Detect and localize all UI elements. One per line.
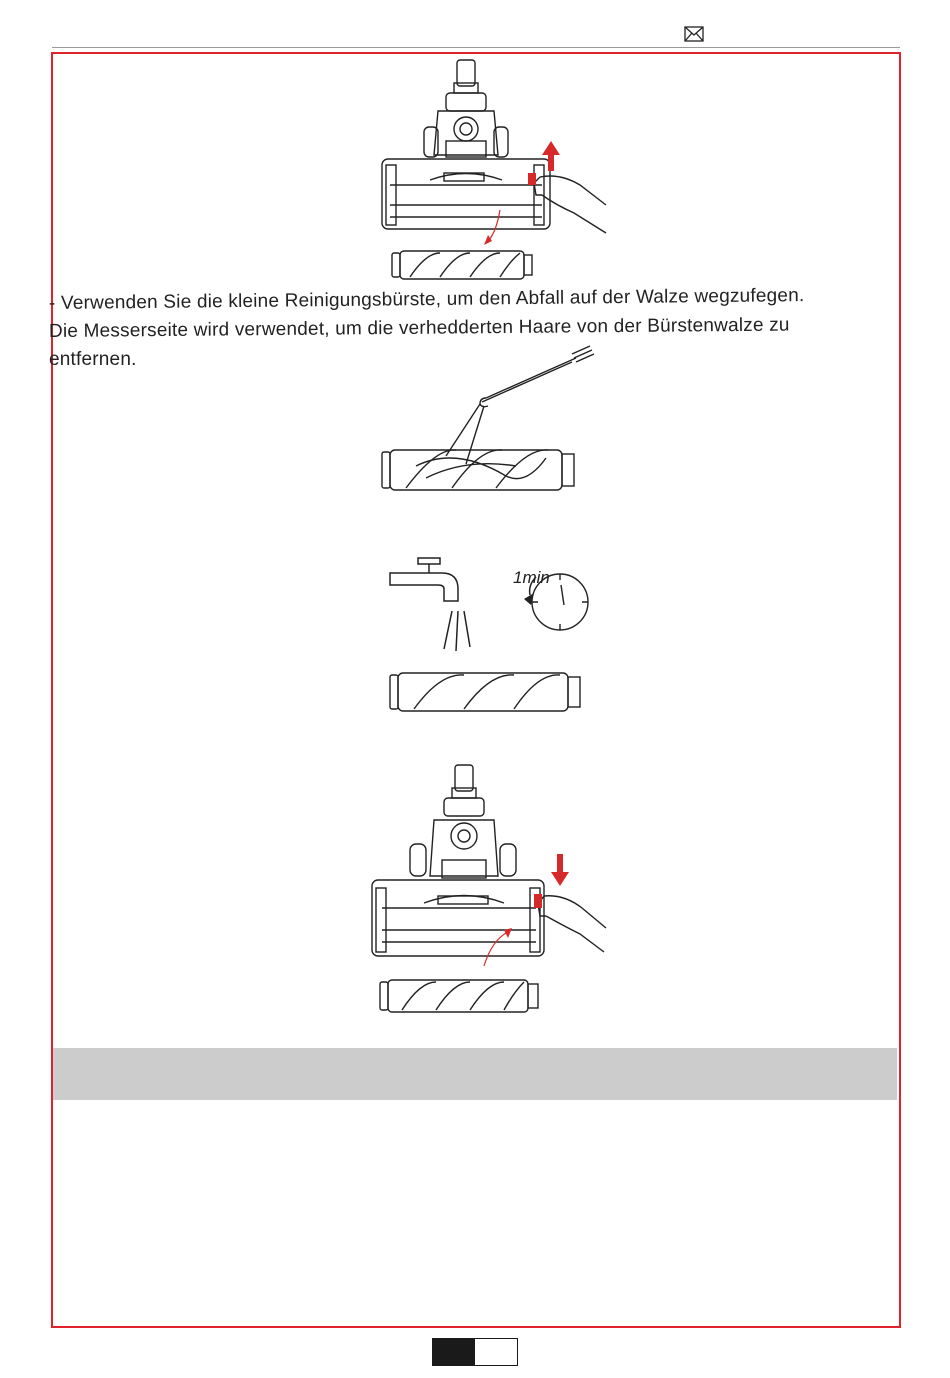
instruction-line: entfernen. — [49, 349, 137, 370]
mail-icon — [684, 26, 704, 42]
page-marker-light — [475, 1339, 517, 1365]
arrow-up-icon — [542, 141, 560, 171]
cleaning-brush-handle — [486, 358, 576, 398]
instruction-line: Die Messerseite wird verwendet, um die verhedderten Haare von der Bürstenwalze zu — [48, 314, 790, 342]
hand-drawing — [538, 896, 606, 952]
hand-drawing — [534, 176, 606, 233]
brush-roller-drawing — [390, 673, 580, 711]
timer-label: 1min — [513, 568, 550, 587]
cleaning-brush-bristles — [572, 346, 594, 362]
brush-head-install-figure — [368, 760, 613, 1015]
arrow-down-icon — [551, 854, 569, 886]
water-tap-icon — [390, 558, 470, 651]
brush-roller-drawing — [392, 251, 532, 279]
instruction-line: - Verwenden Sie die kleine Reinigungsbürste, um den Abfall auf der Walze wegzufegen. — [48, 285, 805, 314]
header-rule — [52, 47, 900, 48]
release-button — [528, 173, 536, 185]
roller-cleaning-figure — [376, 338, 606, 498]
brush-roller-drawing — [380, 980, 538, 1012]
brush-head-drawing — [382, 60, 550, 229]
page-marker-dark — [433, 1339, 475, 1365]
section-band — [53, 1048, 897, 1100]
brush-head-drawing — [372, 765, 544, 956]
brush-head-removal-figure — [370, 55, 610, 285]
release-button — [534, 894, 542, 908]
page-marker — [432, 1338, 518, 1366]
roller-washing-figure — [380, 555, 600, 720]
